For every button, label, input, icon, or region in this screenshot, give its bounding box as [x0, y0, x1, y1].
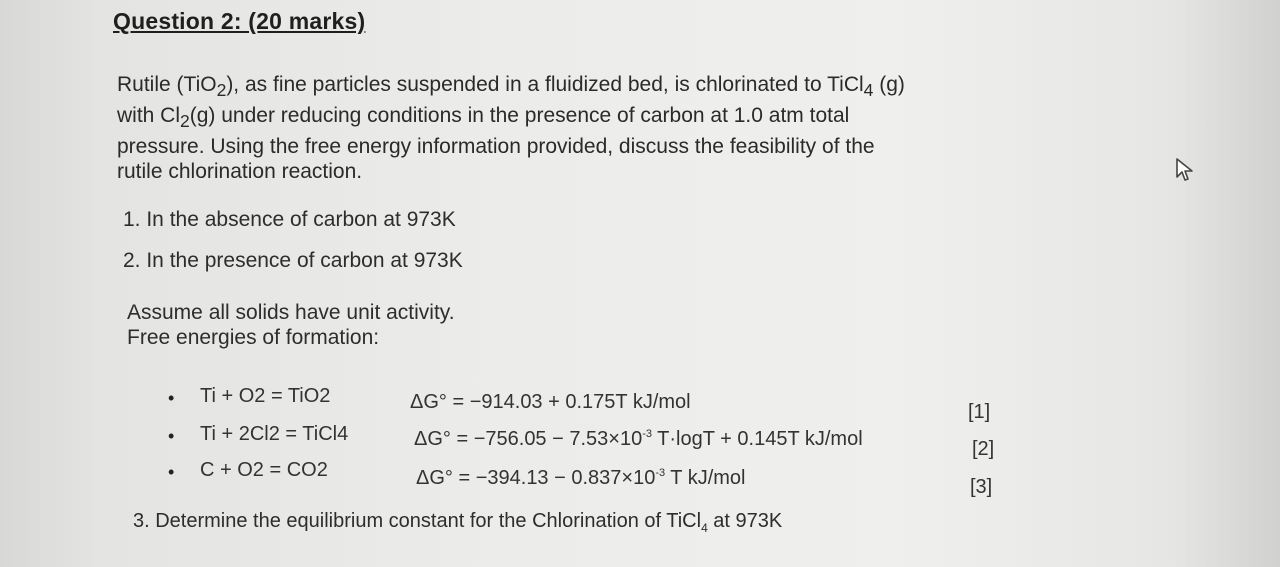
free-energy-1: ΔG° = −914.03 + 0.175T kJ/mol: [410, 391, 691, 413]
mouse-pointer-icon: [1175, 157, 1197, 183]
assumptions: [127, 300, 455, 350]
assumption-line-1: Assume all solids have unit activity.: [127, 301, 455, 324]
reaction-ref-1: [1]: [968, 401, 991, 423]
reaction-equation-2: Ti + 2Cl2 = TiCl4: [200, 423, 349, 445]
assumption-line-2: Free energies of formation:: [127, 326, 380, 349]
free-energy-3: $\Delta G^\circ = -394.13 - 0.837\times 10^{-3}$ T kJ/mol: [416, 467, 746, 489]
intro-line-4: rutile chlorination reaction.: [117, 160, 363, 184]
bullet-icon: •: [168, 462, 175, 482]
question-heading: Question 2: (20 marks): [113, 8, 366, 34]
reaction-equation-1: Ti + O2 = TiO2: [200, 385, 331, 407]
bullet-icon: •: [168, 426, 175, 446]
reaction-ref-2: [2]: [972, 438, 995, 460]
page-edge-shadow: [1160, 0, 1280, 567]
intro-line-2: with $Cl_2(g)$ under reducing conditions in the presence of carbon at 1.0 atm total: [117, 104, 850, 132]
question-item-3: 3. Determine the equilibrium constant for the Chlorination of TiCl$_4$ at 973K: [133, 510, 783, 535]
question-item-1: 1. In the absence of carbon at 973K: [123, 208, 456, 231]
bullet-icon: •: [168, 388, 175, 408]
question-intro: [117, 72, 1077, 184]
reaction-equation-3: C + O2 = CO2: [200, 459, 328, 481]
free-energy-2: $\Delta G^\circ = -756.05 - 7.53\times 10^{-3}$ T·logT + 0.145T kJ/mol: [414, 428, 863, 450]
intro-line-1: Rutile (TiO$_2$), as fine particles suspended in a fluidized bed, is chlorinated to TiCl$_4$ (g): [117, 73, 905, 101]
question-item-2: 2. In the presence of carbon at 973K: [123, 249, 463, 272]
reaction-ref-3: [3]: [970, 476, 993, 498]
intro-line-3: pressure. Using the free energy information provided, discuss the feasibility of the: [117, 135, 875, 159]
